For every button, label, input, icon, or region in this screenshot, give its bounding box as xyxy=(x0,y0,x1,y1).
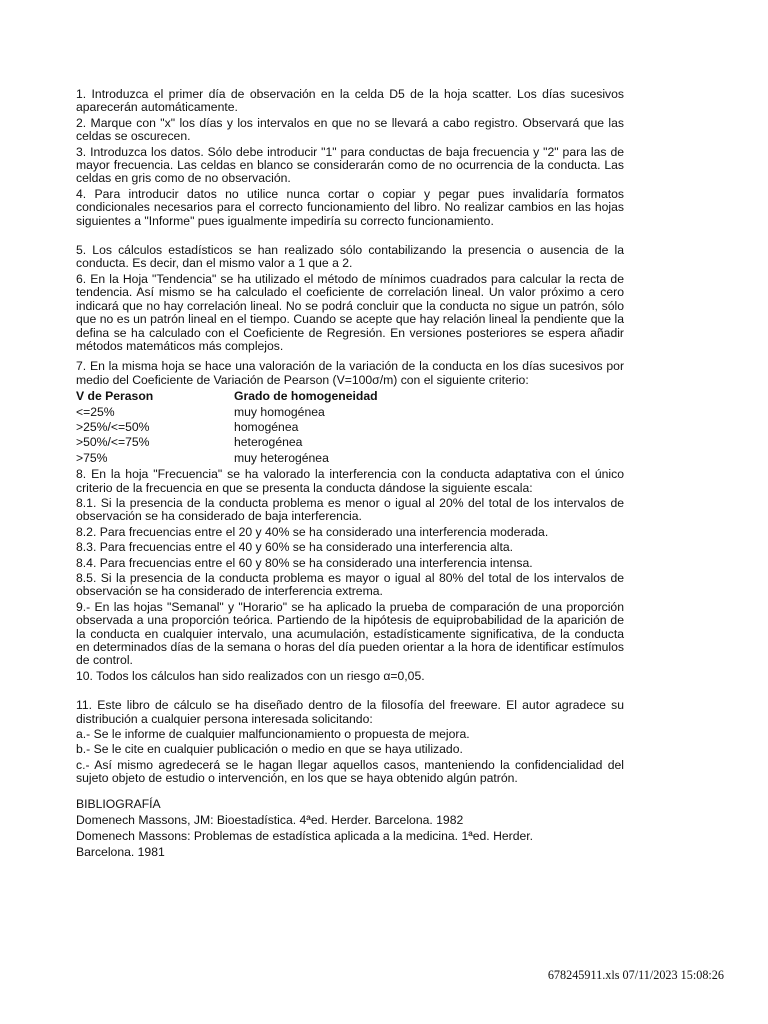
criteria-range: >50%/<=75% xyxy=(76,435,150,450)
paragraph-1: 1. Introduzca el primer día de observación en la celda D5 de la hoja scatter. Los días sucesivos aparecerán automáticamente. xyxy=(76,87,624,115)
criteria-row xyxy=(76,420,378,435)
criteria-row xyxy=(76,405,378,420)
criteria-grade: muy homogénea xyxy=(234,404,325,419)
criteria-header-v: V de Perason xyxy=(76,389,154,404)
paragraph-6: 6. En la Hoja "Tendencia" se ha utilizado el método de mínimos cuadrados para calcular la recta de tendencia. Así mismo se ha calculado el coeficiente de correlación lineal. Un valor próximo a cero indicará que no hay correlación lineal. No se podrá concluir que la conducta no sigue un patrón, sólo que no es un patrón lineal en el tiempo. Cuando se acepte que hay relación lineal la pendiente que la defina se ha calculado con el Coeficiente de Regresión. En versiones posteriores se espera añadir métodos matemáticos más complejos. xyxy=(76,271,624,353)
criteria-table xyxy=(76,389,378,466)
paragraph-11-c: c.- Así mismo agredecerá se le hagan llegar aquellos casos, manteniendo la confidencialidad del sujeto objeto de estudio o intervención, en los que se haya obtenido algún patrón. xyxy=(76,757,624,786)
criteria-row xyxy=(76,435,378,450)
bibliography-heading: BIBLIOGRAFÍA xyxy=(76,796,161,811)
spacer xyxy=(76,685,624,699)
bibliography-entry: Domenech Massons, JM: Bioestadística. 4ªed. Herder. Barcelona. 1982 xyxy=(76,812,464,827)
paragraph-10: 10. Todos los cálculos han sido realizados con un riesgo α=0,05. xyxy=(76,668,425,683)
paragraph-8-2: 8.2. Para frecuencias entre el 20 y 40% se ha considerado una interferencia moderada. xyxy=(76,524,549,539)
bibliography-entry: Domenech Massons: Problemas de estadística aplicada a la medicina. 1ªed. Herder. xyxy=(76,828,534,843)
page-footer: 678245911.xls 07/11/2023 15:08:26 xyxy=(547,968,724,982)
criteria-grade: homogénea xyxy=(234,419,299,434)
criteria-row xyxy=(76,451,378,466)
document-body xyxy=(76,88,624,860)
paragraph-8-1: 8.1. Si la presencia de la conducta problema es menor o igual al 20% del total de los intervalos de observación se ha considerado de baja interferencia. xyxy=(76,495,624,524)
paragraph-8-5: 8.5. Si la presencia de la conducta problema es mayor o igual al 80% del total de los intervalos de observación se ha considerado de interferencia extrema. xyxy=(76,571,624,599)
paragraph-8-3: 8.3. Para frecuencias entre el 40 y 60% se ha considerado una interferencia alta. xyxy=(76,540,513,555)
paragraph-3: 3. Introduzca los datos. Sólo debe introducir "1" para conductas de baja frecuencia y "2" para las de mayor frecuencia. Las celdas en blanco se considerarán como de no ocurrencia de la conducta. Las celdas en gris como de no observación. xyxy=(76,144,624,186)
paragraph-8: 8. En la hoja "Frecuencia" se ha valorado la interferencia con la conducta adaptativa con el único criterio de la frecuencia en que se presenta la conducta dándose la siguiente escala: xyxy=(76,467,624,495)
bibliography-entry: Barcelona. 1981 xyxy=(76,844,165,859)
criteria-range: >75% xyxy=(76,450,108,465)
paragraph-2: 2. Marque con "x" los días y los intervalos en que no se llevará a cabo registro. Observará que las celdas se oscurecen. xyxy=(76,115,624,144)
criteria-range: <=25% xyxy=(76,404,115,419)
paragraph-5: 5. Los cálculos estadísticos se han realizado sólo contabilizando la presencia o ausencia de la conducta. Es decir, dan el mismo valor a 1 que a 2. xyxy=(76,243,624,271)
criteria-header-row xyxy=(76,389,378,404)
criteria-header-grade: Grado de homogeneidad xyxy=(234,389,378,404)
bibliography xyxy=(76,796,624,860)
paragraph-11-a: a.- Se le informe de cualquier malfuncionamiento o propuesta de mejora. xyxy=(76,727,470,742)
spacer xyxy=(76,230,624,244)
paragraph-8-4: 8.4. Para frecuencias entre el 60 y 80% se ha considerado una interferencia intensa. xyxy=(76,555,533,570)
paragraph-4: 4. Para introducir datos no utilice nunca cortar o copiar y pegar pues invalidaría formatos condicionales necesarios para el correcto funcionamiento del libro. No realizar cambios en las hojas siguientes a "Informe" pues igualmente impediría su correcto funcionamiento. xyxy=(76,186,624,228)
criteria-grade: muy heterogénea xyxy=(234,450,329,465)
paragraph-11: 11. Este libro de cálculo se ha diseñado dentro de la filosofía del freeware. El autor agradece su distribución a cualquier persona interesada solicitando: xyxy=(76,698,624,726)
paragraph-7: 7. En la misma hoja se hace una valoración de la variación de la conducta en los días sucesivos por medio del Coeficiente de Variación de Pearson (V=100σ/m) con el siguiente criterio: xyxy=(76,359,624,387)
criteria-grade: heterogénea xyxy=(234,435,303,450)
criteria-range: >25%/<=50% xyxy=(76,419,150,434)
paragraph-11-b: b.- Se le cite en cualquier publicación o medio en que se haya utilizado. xyxy=(76,742,463,757)
paragraph-9: 9.- En las hojas "Semanal" y "Horario" se ha aplicado la prueba de comparación de una proporción observada a una proporción teórica. Partiendo de la hipótesis de equiprobabilidad de la aparición de la conducta en cualquier intervalo, una acumulación, estadísticamente significativa, de la conducta en determinados días de la semana o horas del día pueden orientar a la hora de identificar estímulos de control. xyxy=(76,599,624,668)
